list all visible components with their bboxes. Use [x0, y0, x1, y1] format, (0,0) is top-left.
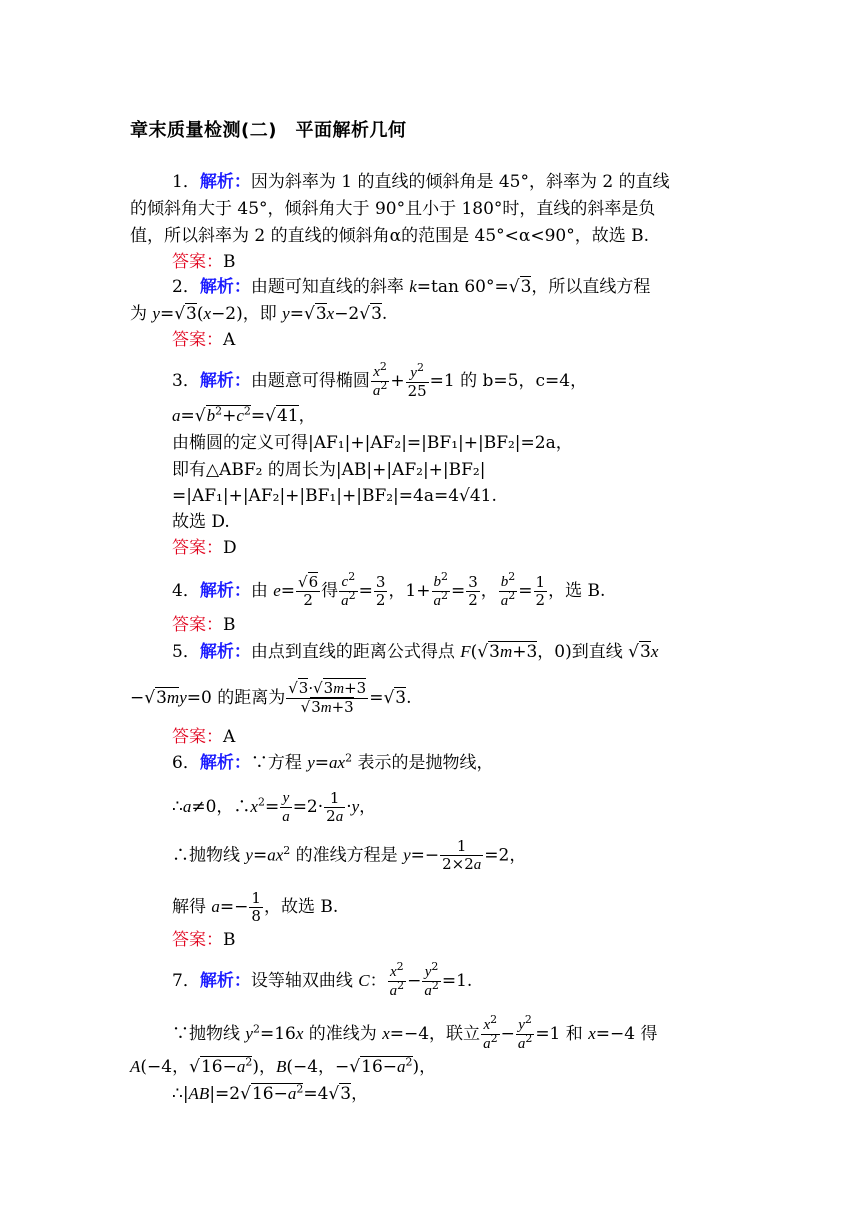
q2-line-2: 为 y=√ 3(x−2)，即 y=√ 3x−2√ 3.	[130, 303, 387, 325]
q6-line-4: 解得 a=− $\frac{1}{8}$ ，故选 B.	[172, 889, 339, 925]
q7-line-1: 7．解析：设等轴双曲线 C： $\frac{x^2}{a^2}$ − $\frac{y^2}{a^2}$ =1.	[172, 960, 473, 999]
q1-line-2: 的倾斜角大于 45°，倾斜角大于 90°且小于 180°时，直线的斜率是负	[130, 199, 656, 219]
q3-line-6: 故选 D.	[172, 512, 230, 532]
q3-line-5: =|AF₁|+|AF₂|+|BF₁|+|BF₂|=4a=4√41.	[172, 486, 497, 506]
q4-answer: 答案：B	[172, 615, 236, 635]
q1-line-1: 1．解析：因为斜率为 1 的直线的倾斜角是 45°，斜率为 2 的直线	[172, 172, 670, 192]
q6-line-1: 6．解析：∵方程 $y=ax^2$ 表示的是抛物线，	[172, 751, 494, 773]
q5-answer: 答案：A	[172, 727, 236, 747]
q6-line-2: ∴a≠0，$\therefore x^2=$ $\frac{y}{a}$ =2· $\frac{1}{2a}$ ·y，	[172, 788, 377, 825]
q3-line-3: 由椭圆的定义可得|AF₁|+|AF₂|=|BF₁|+|BF₂|=2a，	[172, 433, 573, 453]
q7-line-3: A(−4，√ $16-a^2$)，B(−4，−√ $16-a^2$)，	[130, 1056, 436, 1078]
q2-line-1: 2．解析：由题可知直线的斜率 k=tan 60°=√ 3，所以直线方程	[172, 276, 650, 298]
q3-line-4: 即有△ABF₂ 的周长为|AB|+|AF₂|+|BF₂|	[172, 460, 486, 480]
q2-answer: 答案：A	[172, 330, 236, 350]
q1-line-3: 值，所以斜率为 2 的直线的倾斜角α的范围是 45°<α<90°，故选 B.	[130, 226, 650, 246]
page-title: 章末质量检测(二) 平面解析几何	[130, 120, 407, 141]
q5-line-2: −√ 3my=0 的距离为 √ 3·√ 3m+3 √ 3m+3 =√ 3.	[130, 680, 412, 717]
q3-line-1: 3．解析：由题意可得椭圆 $\frac{x^2}{a^2}$ + $\frac{y^2}{25}$ =1 的 b=5，c=4，	[172, 360, 588, 400]
q3-answer: 答案：D	[172, 538, 237, 558]
q6-line-3: ∴抛物线 $y=ax^2$ 的准线方程是 y=− $\frac{1}{2\times 2a}$ =2，	[172, 837, 527, 873]
q7-line-4: ∴|AB|=2√ $16-a^2=4√$ 3，	[172, 1083, 368, 1105]
q4-line-1: 4．解析：由 e= √ $\frac{6}{2}$ 得 $\frac{c^2}{a^2}$ = $\frac{3}{2}$ ，1+ $\frac{b^2}{a^2}$ = $\frac{3}{2}$ ， $\frac{b^2}{a^2}$ = $\frac{1}{2}$ ，选 B.	[172, 573, 605, 610]
q3-line-2: a=√ $b^2+c^2=√$ 41，	[172, 405, 316, 427]
q1-answer: 答案：B	[172, 252, 236, 272]
q6-answer: 答案：B	[172, 930, 236, 950]
q7-line-2: ∵抛物线 $y^2=16x$ 的准线为 x=−4，联立 $\frac{x^2}{a^2}$ − $\frac{y^2}{a^2}$ =1 和 x=−4 得	[172, 1013, 658, 1052]
q5-line-1: 5．解析：由点到直线的距离公式得点 F(√ 3m+3，0)到直线 √ 3x	[172, 641, 658, 663]
